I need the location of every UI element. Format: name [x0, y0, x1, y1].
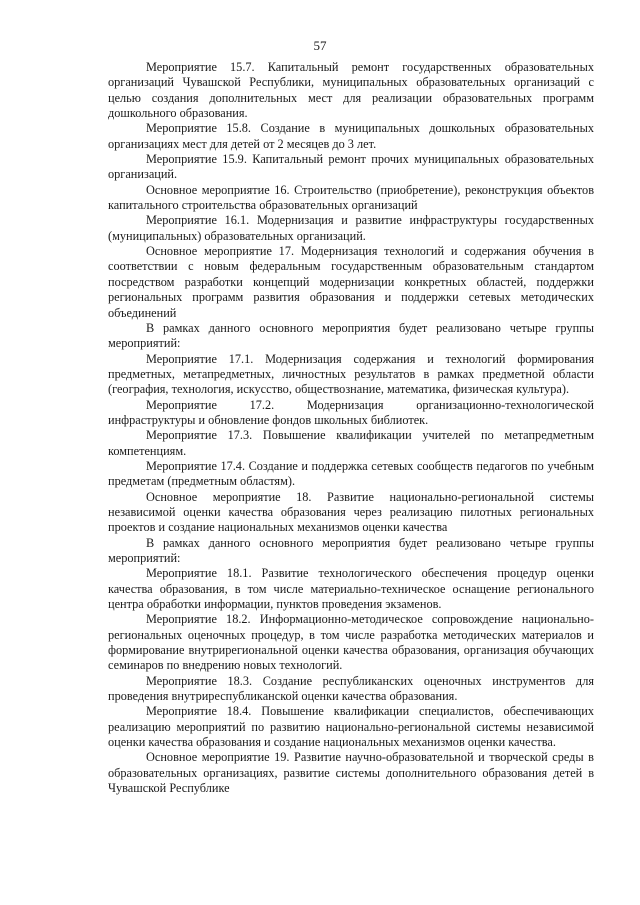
paragraph-17-2: Мероприятие 17.2. Модернизация организационно-технологической инфраструктуры и обновление фондов школьных библиотек.: [108, 397, 594, 427]
paragraph-main-16: Основное мероприятие 16. Строительство (приобретение), реконструкция объектов капитального строительства образовательных организаций: [108, 182, 594, 213]
paragraph-main-19: Основное мероприятие 19. Развитие научно-образовательной и творческой среды в образовательных организациях, развитие системы дополнительного образования детей в Чувашской Республике: [108, 750, 594, 796]
paragraph-18-3: Мероприятие 18.3. Создание республиканских оценочных инструментов для проведения внутриреспубликанской оценки качества образования.: [108, 673, 594, 704]
paragraph-17-1: Мероприятие 17.1. Модернизация содержания и технологий формирования предметных, метапредметных, личностных результатов в рамках предметной области (география, технология, искусство, обществознание, математика, физическая культура).: [108, 351, 594, 397]
document-body: [108, 60, 594, 797]
paragraph-18-2: Мероприятие 18.2. Информационно-методическое сопровождение национально-региональных оценочных процедур, в том числе разработка методических материалов и формирование внутрирегиональной оценки качества образования, организация обучающих семинаров по внедрению новых технологий.: [108, 612, 594, 673]
paragraph-17-3: Мероприятие 17.3. Повышение квалификации учителей по метапредметным компетенциям.: [108, 428, 594, 458]
paragraph-15-9: Мероприятие 15.9. Капитальный ремонт прочих муниципальных образовательных организаций.: [108, 152, 594, 182]
paragraph-17-4: Мероприятие 17.4. Создание и поддержка сетевых сообществ педагогов по учебным предметам (предметным областям).: [108, 458, 594, 489]
paragraph-18-1: Мероприятие 18.1. Развитие технологического обеспечения процедур оценки качества образования, в том числе материально-техническое оснащение регионального центра обработки информации, пунктов проведения экзаменов.: [108, 566, 594, 612]
paragraph-16-1: Мероприятие 16.1. Модернизация и развитие инфраструктуры государственных (муниципальных) образовательных организаций.: [108, 213, 594, 243]
paragraph-groups-intro-17: В рамках данного основного мероприятия будет реализовано четыре группы мероприятий:: [108, 320, 594, 351]
paragraph-15-8: Мероприятие 15.8. Создание в муниципальных дошкольных образовательных организациях мест для детей от 2 месяцев до 3 лет.: [108, 121, 594, 151]
paragraph-18-4: Мероприятие 18.4. Повышение квалификации специалистов, обеспечивающих реализацию мероприятий по развитию национально-региональной системы независимой оценки качества образования и создание национальных механизмов оценки качества.: [108, 704, 594, 750]
paragraph-main-18: Основное мероприятие 18. Развитие национально-региональной системы независимой оценки качества образования через реализацию пилотных региональных проектов и создание национальных механизмов оценки качества: [108, 489, 594, 535]
paragraph-15-7: Мероприятие 15.7. Капитальный ремонт государственных образовательных организаций Чувашской Республики, муниципальных образовательных организаций с целью создания дополнительных мест для реализации образовательных программ дошкольного образования.: [108, 60, 594, 121]
paragraph-main-17: Основное мероприятие 17. Модернизация технологий и содержания обучения в соответствии с новым федеральным государственным образовательным стандартом посредством разработки концепций модернизации конкретных областей, поддержки региональных программ развития образования и поддержки сетевых методических объединений: [108, 244, 594, 320]
page-number: 57: [313, 38, 327, 53]
paragraph-groups-intro-18: В рамках данного основного мероприятия будет реализовано четыре группы мероприятий:: [108, 535, 594, 565]
